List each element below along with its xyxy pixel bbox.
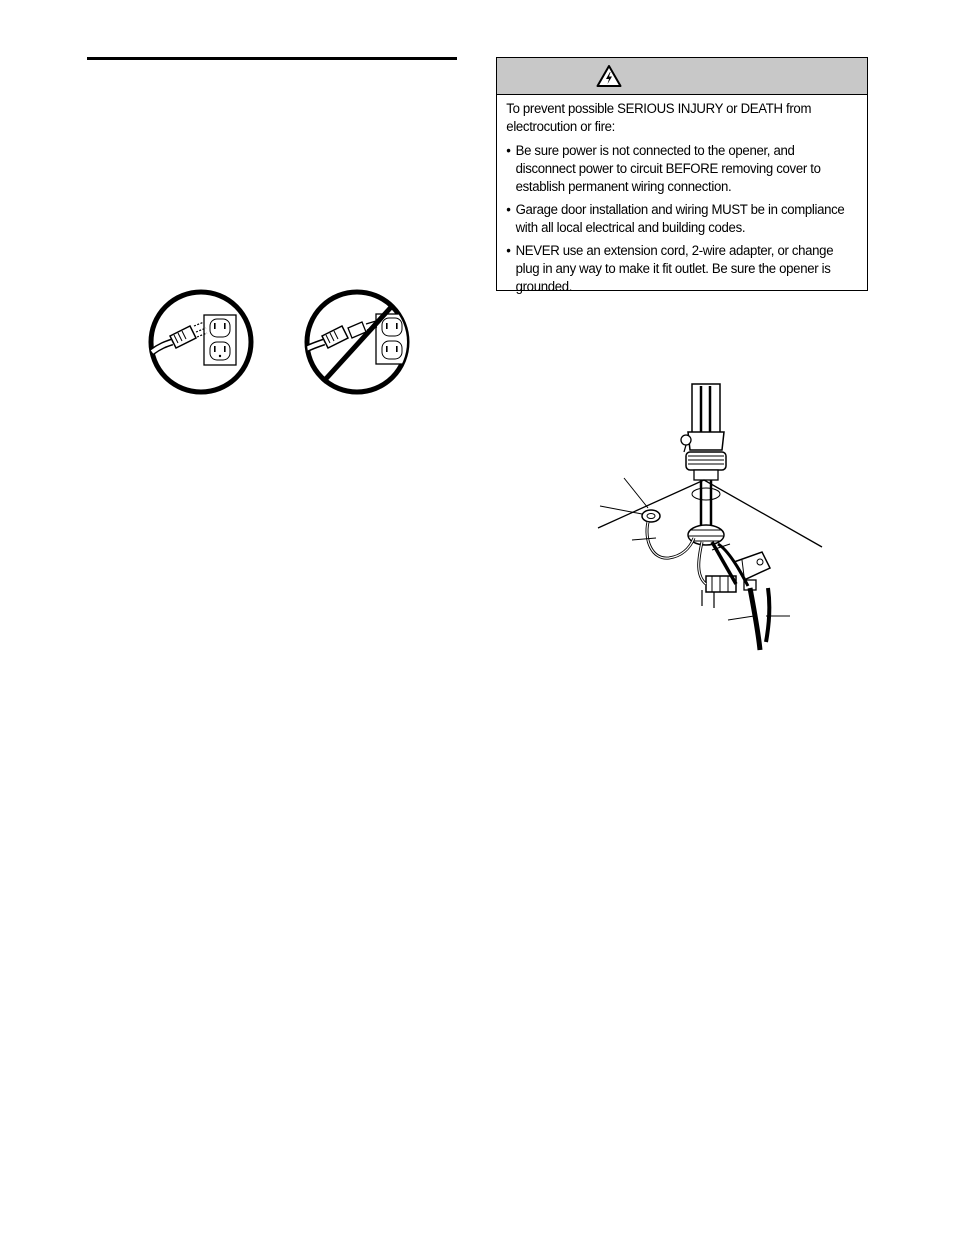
grounded-plug-in-outlet-illustration [144,286,258,400]
warning-item: • Garage door installation and wiring MUST be in compliance with all local electrical and building codes. [506,202,845,236]
bullet: • [506,202,511,218]
warning-item: • Be sure power is not connected to the opener, and disconnect power to circuit BEFORE removing cover to establish permanent wiring connection. [506,143,821,195]
warning-intro: To prevent possible SERIOUS INJURY or DEATH from electrocution or fire: [506,101,812,135]
warning-header [497,58,867,95]
permanent-wiring-connection-illustration [594,380,826,652]
bullet: • [506,243,511,259]
bullet: • [506,143,511,159]
warning-list [506,142,855,296]
section-divider [87,57,457,60]
warning-box [496,57,868,295]
warning-electric-shock-icon [596,64,622,88]
warning-item: • NEVER use an extension cord, 2-wire adapter, or change plug in any way to make it fit outlet. Be sure the opener is grounded. [506,243,834,295]
prohibited-plug-illustration [300,286,414,400]
warning-body [497,95,864,296]
